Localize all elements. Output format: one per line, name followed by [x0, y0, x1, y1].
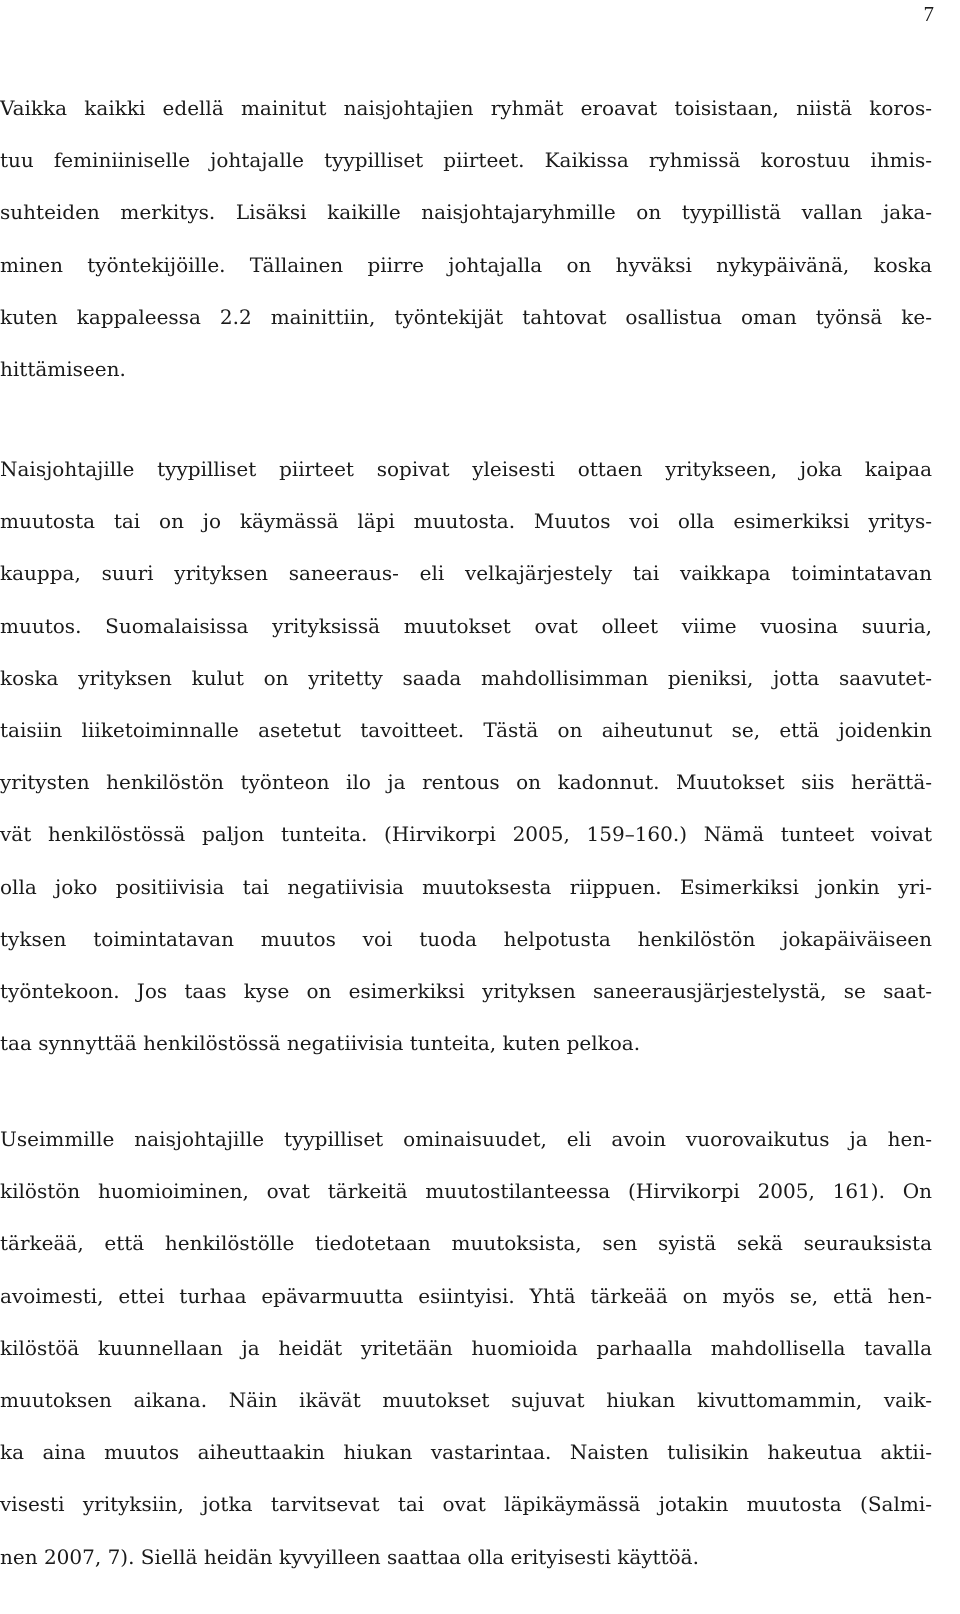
text-line: tyksen toimintatavan muutos voi tuoda helpotusta henkilöstön jokapäiväiseen [0, 926, 932, 951]
text-line: vät henkilöstössä paljon tunteita. (Hirvikorpi 2005, 159–160.) Nämä tunteet voivat [0, 822, 932, 847]
text-line: visesti yrityksiin, jotka tarvitsevat tai ovat läpikäymässä jotakin muutosta (Salmi- [0, 1492, 932, 1517]
text-line: nen 2007, 7). Siellä heidän kyvyilleen saattaa olla erityisesti käyttöä. [0, 1544, 699, 1569]
text-line: kauppa, suuri yrityksen saneeraus- eli velkajärjestely tai vaikkapa toimintatavan [0, 561, 932, 586]
text-line: kilöstön huomioiminen, ovat tärkeitä muutostilanteessa (Hirvikorpi 2005, 161). On [0, 1179, 932, 1204]
text-line: suhteiden merkitys. Lisäksi kaikille naisjohtajaryhmille on tyypillistä vallan jaka- [0, 200, 932, 225]
page-number: 7 [923, 2, 934, 26]
text-line: Naisjohtajille tyypilliset piirteet sopivat yleisesti ottaen yritykseen, joka kaipaa [0, 457, 932, 481]
text-line: muutos. Suomalaisissa yrityksissä muutokset ovat olleet viime vuosina suuria, [0, 613, 932, 638]
text-line: taa synnyttää henkilöstössä negatiivisia tunteita, kuten pelkoa. [0, 1031, 641, 1056]
text-line: tärkeää, että henkilöstölle tiedotetaan muutoksista, sen syistä sekä seurauksista [0, 1231, 932, 1256]
paragraph-1 [0, 82, 932, 395]
text-line: Vaikka kaikki edellä mainitut naisjohtajien ryhmät eroavat toisistaan, niistä koros- [0, 96, 932, 120]
text-line: olla joko positiivisia tai negatiivisia muutoksesta riippuen. Esimerkiksi jonkin yri- [0, 874, 932, 899]
text-line: muutoksen aikana. Näin ikävät muutokset sujuvat hiukan kivuttomammin, vaik- [0, 1387, 932, 1412]
paragraph-2 [0, 443, 932, 1069]
text-line: työntekoon. Jos taas kyse on esimerkiksi yrityksen saneerausjärjestelystä, se saat- [0, 978, 932, 1003]
text-line: yritysten henkilöstön työnteon ilo ja rentous on kadonnut. Muutokset siis herättä- [0, 770, 932, 795]
text-line: ka aina muutos aiheuttaakin hiukan vastarintaa. Naisten tulisikin hakeutua aktii- [0, 1440, 932, 1465]
text-line: kilöstöä kuunnellaan ja heidät yritetään huomioida parhaalla mahdollisella tavalla [0, 1335, 932, 1360]
text-line: muutosta tai on jo käymässä läpi muutosta. Muutos voi olla esimerkiksi yritys- [0, 509, 932, 534]
text-line: minen työntekijöille. Tällainen piirre johtajalla on hyväksi nykypäivänä, koska [0, 252, 932, 277]
paragraph-3 [0, 1113, 932, 1583]
text-line: avoimesti, ettei turhaa epävarmuutta esiintyisi. Yhtä tärkeää on myös se, että hen- [0, 1283, 932, 1308]
text-line: taisiin liiketoiminnalle asetetut tavoitteet. Tästä on aiheutunut se, että joidenkin [0, 717, 932, 742]
text-line: hittämiseen. [0, 356, 126, 381]
text-line: tuu feminiiniselle johtajalle tyypilliset piirteet. Kaikissa ryhmissä korostuu ihmis- [0, 148, 932, 173]
text-line: koska yrityksen kulut on yritetty saada mahdollisimman pieniksi, jotta saavutet- [0, 665, 932, 690]
text-line: kuten kappaleessa 2.2 mainittiin, työntekijät tahtovat osallistua oman työnsä ke- [0, 304, 932, 329]
text-line: Useimmille naisjohtajille tyypilliset ominaisuudet, eli avoin vuorovaikutus ja hen- [0, 1127, 932, 1151]
